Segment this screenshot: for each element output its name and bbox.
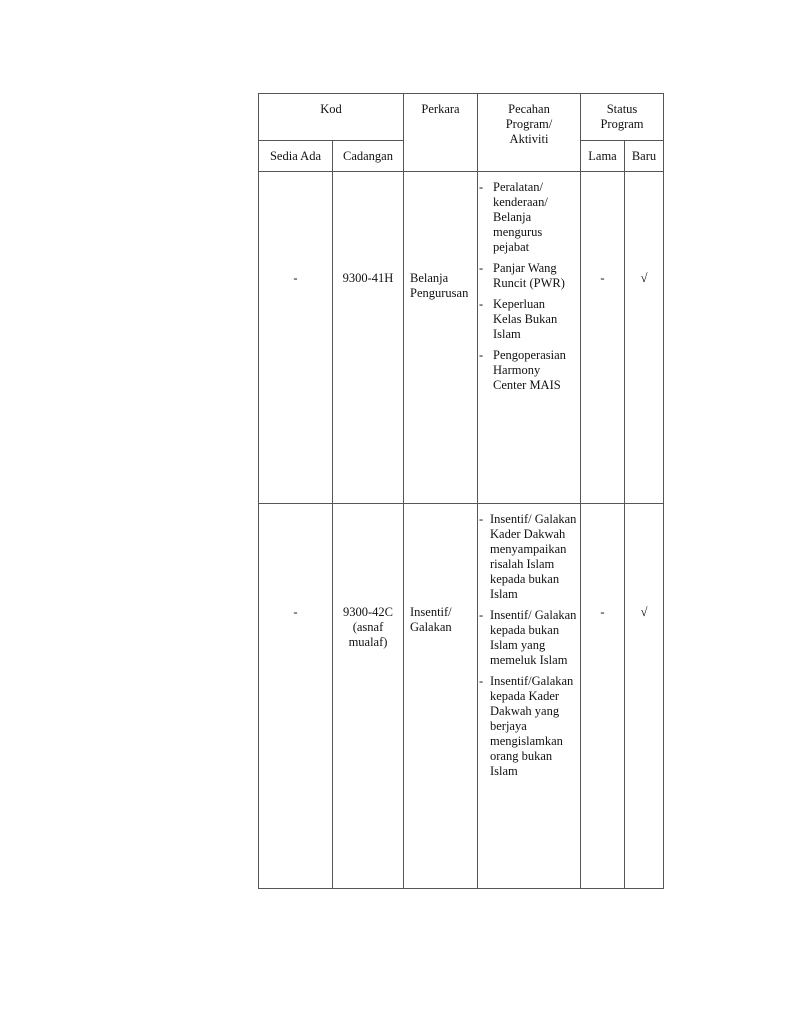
aktiviti-text: Pengoperasian Harmony Center MAIS xyxy=(493,348,566,392)
program-table xyxy=(258,93,664,889)
perkara-cell xyxy=(404,504,478,889)
list-item: - Keperluan Kelas Bukan Islam xyxy=(478,297,580,342)
header-baru: Baru xyxy=(625,141,664,172)
header-lama: Lama xyxy=(581,141,625,172)
baru-cell: √ xyxy=(625,172,664,504)
baru-cell: √ xyxy=(625,504,664,889)
aktiviti-list xyxy=(478,512,580,779)
aktiviti-cell xyxy=(478,172,581,504)
header-cadangan: Cadangan xyxy=(333,141,404,172)
header-pecahan-text: Pecahan Program/ Aktiviti xyxy=(505,102,553,146)
header-pecahan xyxy=(478,94,581,172)
lama-cell: - xyxy=(581,172,625,504)
header-sedia-ada: Sedia Ada xyxy=(259,141,333,172)
cadangan-cell: 9300-41H xyxy=(333,172,404,504)
table-row xyxy=(259,504,664,889)
aktiviti-text: Peralatan/ kenderaan/ Belanja mengurus pejabat xyxy=(493,180,548,254)
table-row xyxy=(259,172,664,504)
list-item: - Insentif/ Galakan Kader Dakwah menyampaikan risalah Islam kepada bukan Islam xyxy=(478,512,580,602)
header-status xyxy=(581,94,664,141)
list-item: - Insentif/ Galakan kepada bukan Islam yang memeluk Islam xyxy=(478,608,580,668)
sedia-ada-cell: - xyxy=(259,504,333,889)
header-status-text: Status Program xyxy=(600,102,644,131)
cadangan-cell xyxy=(333,504,404,889)
aktiviti-cell xyxy=(478,504,581,889)
header-perkara: Perkara xyxy=(404,94,478,172)
perkara-cell: Belanja Pengurusan xyxy=(404,172,478,504)
aktiviti-text: Insentif/Galakan kepada Kader Dakwah yang berjaya mengislamkan orang bukan Islam xyxy=(490,674,574,778)
cadangan-text: 9300-42C (asnaf mualaf) xyxy=(343,605,393,649)
aktiviti-text: Keperluan Kelas Bukan Islam xyxy=(493,297,558,341)
aktiviti-text: Insentif/ Galakan kepada bukan Islam yang memeluk Islam xyxy=(490,608,577,667)
list-item: - Panjar Wang Runcit (PWR) xyxy=(478,261,580,291)
list-item: - Insentif/Galakan kepada Kader Dakwah yang berjaya mengislamkan orang bukan Islam xyxy=(478,674,580,779)
aktiviti-text: Insentif/ Galakan Kader Dakwah menyampaikan risalah Islam kepada bukan Islam xyxy=(490,512,577,601)
aktiviti-list xyxy=(478,180,580,393)
aktiviti-text: Panjar Wang Runcit (PWR) xyxy=(493,261,565,290)
sedia-ada-cell: - xyxy=(259,172,333,504)
lama-cell: - xyxy=(581,504,625,889)
list-item: - Pengoperasian Harmony Center MAIS xyxy=(478,348,580,393)
perkara-text: Insentif/ Galakan xyxy=(410,605,452,634)
list-item: - Peralatan/ kenderaan/ Belanja mengurus pejabat xyxy=(478,180,580,255)
header-kod: Kod xyxy=(259,94,404,141)
